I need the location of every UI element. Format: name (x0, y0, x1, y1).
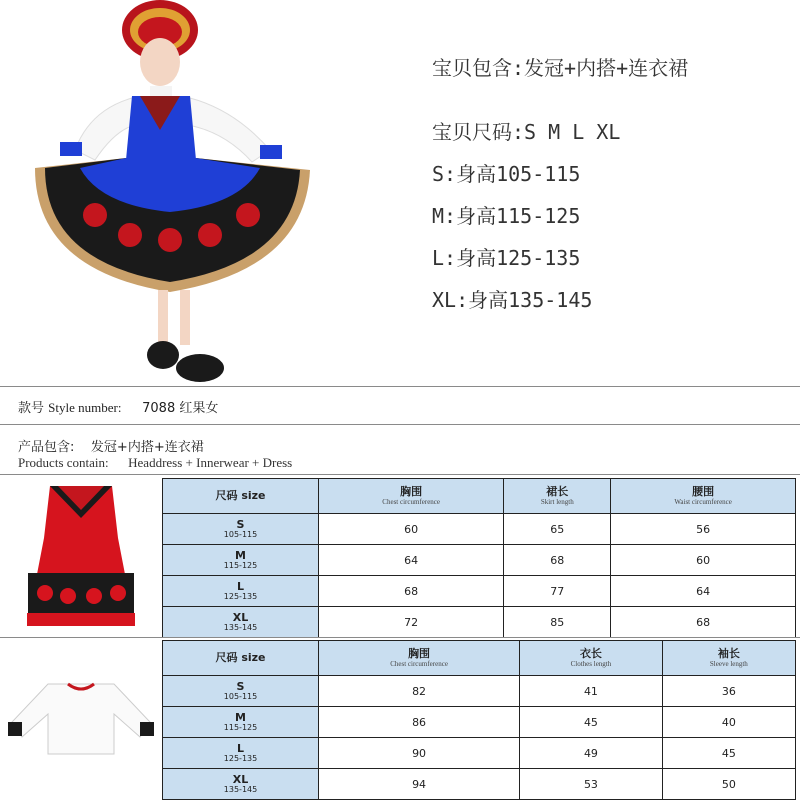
divider (0, 474, 800, 475)
size-cell: S 105-115 (163, 514, 319, 545)
contains-label: 产品包含: (18, 440, 75, 455)
innerwear-photo (0, 642, 162, 798)
header-size: 尺码 size (163, 641, 319, 676)
table-row (163, 707, 796, 738)
header-chest: 胸围 Chest circumference (319, 479, 504, 514)
size-cell: M 115-125 (163, 545, 319, 576)
size-cell: XL 135-145 (163, 769, 319, 800)
value-cell: 72 (319, 607, 504, 638)
value-cell: 82 (319, 676, 520, 707)
table-row (163, 607, 796, 638)
value-cell: 64 (319, 545, 504, 576)
header-sleeve-length: 袖长 Sleeve length (662, 641, 795, 676)
header-skirt-length: 裙长 Skirt length (504, 479, 611, 514)
size-line-xl: XL:身高135-145 (432, 288, 593, 312)
value-cell: 60 (611, 545, 796, 576)
style-number-row (18, 397, 218, 416)
contains-value-en: Headdress + Innerwear + Dress (128, 455, 293, 470)
value-cell: 77 (504, 576, 611, 607)
table-header-row (163, 479, 796, 514)
value-cell: 86 (319, 707, 520, 738)
size-cell: L 125-135 (163, 738, 319, 769)
value-cell: 41 (520, 676, 663, 707)
value-cell: 36 (662, 676, 795, 707)
value-cell: 85 (504, 607, 611, 638)
table-header-row (163, 641, 796, 676)
size-cell: XL 135-145 (163, 607, 319, 638)
divider (0, 424, 800, 425)
innerwear-size-table (162, 640, 796, 800)
size-line-s: S:身高105-115 (432, 162, 581, 186)
value-cell: 65 (504, 514, 611, 545)
table-row (163, 738, 796, 769)
divider (0, 637, 800, 638)
style-number-label: 款号 (18, 401, 45, 416)
size-cell: S 105-115 (163, 676, 319, 707)
value-cell: 94 (319, 769, 520, 800)
size-cell: M 115-125 (163, 707, 319, 738)
value-cell: 90 (319, 738, 520, 769)
style-number-label-en: Style number: (48, 400, 122, 415)
dress-photo (0, 478, 162, 634)
header-chest: 胸围 Chest circumference (319, 641, 520, 676)
value-cell: 64 (611, 576, 796, 607)
divider (0, 386, 800, 387)
size-line-m: M:身高115-125 (432, 204, 581, 228)
contains-value: 发冠+内搭+连衣裙 (90, 440, 204, 455)
header-size: 尺码 size (163, 479, 319, 514)
table-row (163, 576, 796, 607)
table-row (163, 514, 796, 545)
contents-line: 宝贝包含:发冠+内搭+连衣裙 (432, 56, 689, 80)
value-cell: 45 (662, 738, 795, 769)
value-cell: 45 (520, 707, 663, 738)
sizes-label: 宝贝尺码:S M L XL (432, 120, 621, 144)
header-waist: 腰围 Waist circumference (611, 479, 796, 514)
value-cell: 68 (319, 576, 504, 607)
style-number-value: 7088 红果女 (142, 401, 219, 416)
size-cell: L 125-135 (163, 576, 319, 607)
size-line-l: L:身高125-135 (432, 246, 581, 270)
value-cell: 68 (504, 545, 611, 576)
header-clothes-length: 衣长 Clothes length (520, 641, 663, 676)
value-cell: 40 (662, 707, 795, 738)
contains-label-en: Products contain: (18, 455, 109, 470)
table-row (163, 769, 796, 800)
contains-block (18, 436, 292, 471)
table-row (163, 676, 796, 707)
model-photo (20, 0, 320, 385)
value-cell: 49 (520, 738, 663, 769)
value-cell: 53 (520, 769, 663, 800)
value-cell: 60 (319, 514, 504, 545)
table-row (163, 545, 796, 576)
value-cell: 50 (662, 769, 795, 800)
value-cell: 56 (611, 514, 796, 545)
dress-size-table (162, 478, 796, 638)
value-cell: 68 (611, 607, 796, 638)
